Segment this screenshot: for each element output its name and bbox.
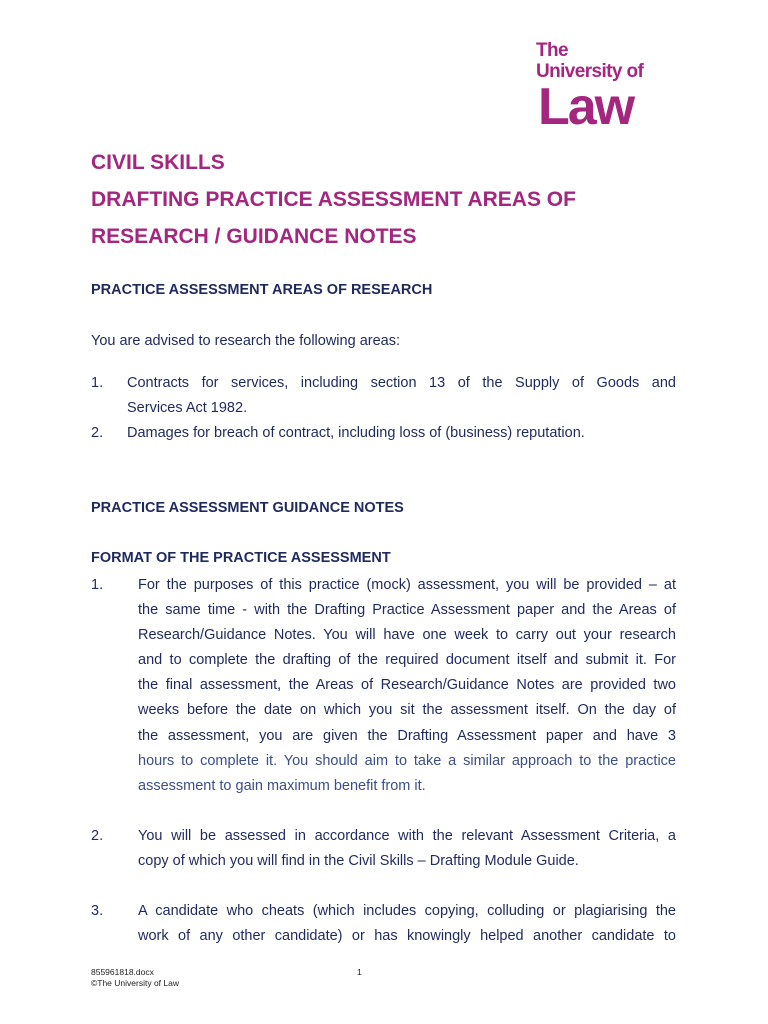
list-item bbox=[91, 824, 676, 874]
research-list bbox=[91, 371, 676, 446]
university-logo bbox=[536, 40, 666, 136]
logo-line-law: Law bbox=[538, 78, 634, 136]
list-item-line: Contracts for services, including section 13 of the Supply of Goods and bbox=[127, 375, 676, 391]
logo-line-the: The bbox=[536, 40, 568, 61]
list-item-line: A candidate who cheats (which includes copying, colluding or plagiarising the bbox=[138, 903, 676, 920]
list-item-line: You will be assessed in accordance with the relevant Assessment Criteria, a bbox=[138, 827, 676, 844]
list-item bbox=[91, 421, 676, 446]
list-item bbox=[91, 573, 676, 799]
format-heading: FORMAT OF THE PRACTICE ASSESSMENT bbox=[91, 550, 391, 566]
list-item-line: weeks before the date on which you sit the assessment itself. On the day of bbox=[138, 702, 676, 719]
list-item-line: Research/Guidance Notes. You will have one week to carry out your research bbox=[138, 627, 676, 644]
list-item-line: assessment to gain maximum benefit from it. bbox=[138, 777, 426, 794]
list-item-number: 1. bbox=[91, 577, 104, 593]
list-item bbox=[91, 371, 676, 421]
list-item-line: hours to complete it. You should aim to take a similar approach to the practice bbox=[138, 752, 676, 769]
list-item-number: 1. bbox=[91, 375, 104, 391]
logo-line-university-of: University of bbox=[536, 61, 644, 82]
footer-copyright: ©The University of Law bbox=[91, 978, 179, 988]
list-item-line: the assessment, you are given the Drafting Assessment paper and have 3 bbox=[138, 727, 676, 744]
footer-filename: 855961818.docx bbox=[91, 967, 154, 977]
list-item-line: Damages for breach of contract, including loss of (business) reputation. bbox=[127, 425, 585, 441]
page-number: 1 bbox=[357, 967, 362, 977]
list-item-number: 2. bbox=[91, 827, 104, 844]
list-item-number: 3. bbox=[91, 903, 104, 920]
list-item-line: the final assessment, the Areas of Research/Guidance Notes are provided two bbox=[138, 677, 676, 694]
list-item-line: copy of which you will find in the Civil Skills – Drafting Module Guide. bbox=[138, 852, 579, 869]
list-item-line: work of any other candidate) or has knowingly helped another candidate to bbox=[138, 928, 676, 945]
guidance-heading: PRACTICE ASSESSMENT GUIDANCE NOTES bbox=[91, 500, 404, 516]
research-heading: PRACTICE ASSESSMENT AREAS OF RESEARCH bbox=[91, 282, 433, 298]
list-item-line: and to complete the drafting of the required document itself and submit it. For bbox=[138, 652, 676, 669]
page-footer bbox=[91, 967, 179, 989]
title-line-1: CIVIL SKILLS bbox=[91, 151, 225, 174]
list-item-number: 2. bbox=[91, 425, 104, 441]
list-item-line: Services Act 1982. bbox=[127, 400, 248, 416]
title-line-3: RESEARCH / GUIDANCE NOTES bbox=[91, 225, 417, 248]
list-item-line: For the purposes of this practice (mock) assessment, you will be provided – at bbox=[138, 577, 676, 593]
list-item-line: the same time - with the Drafting Practice Assessment paper and the Areas of bbox=[138, 602, 676, 619]
list-item bbox=[91, 899, 676, 949]
title-line-2: DRAFTING PRACTICE ASSESSMENT AREAS OF bbox=[91, 188, 576, 211]
format-list bbox=[91, 573, 676, 949]
document-title bbox=[91, 144, 691, 255]
research-intro: You are advised to research the following areas: bbox=[91, 333, 400, 349]
